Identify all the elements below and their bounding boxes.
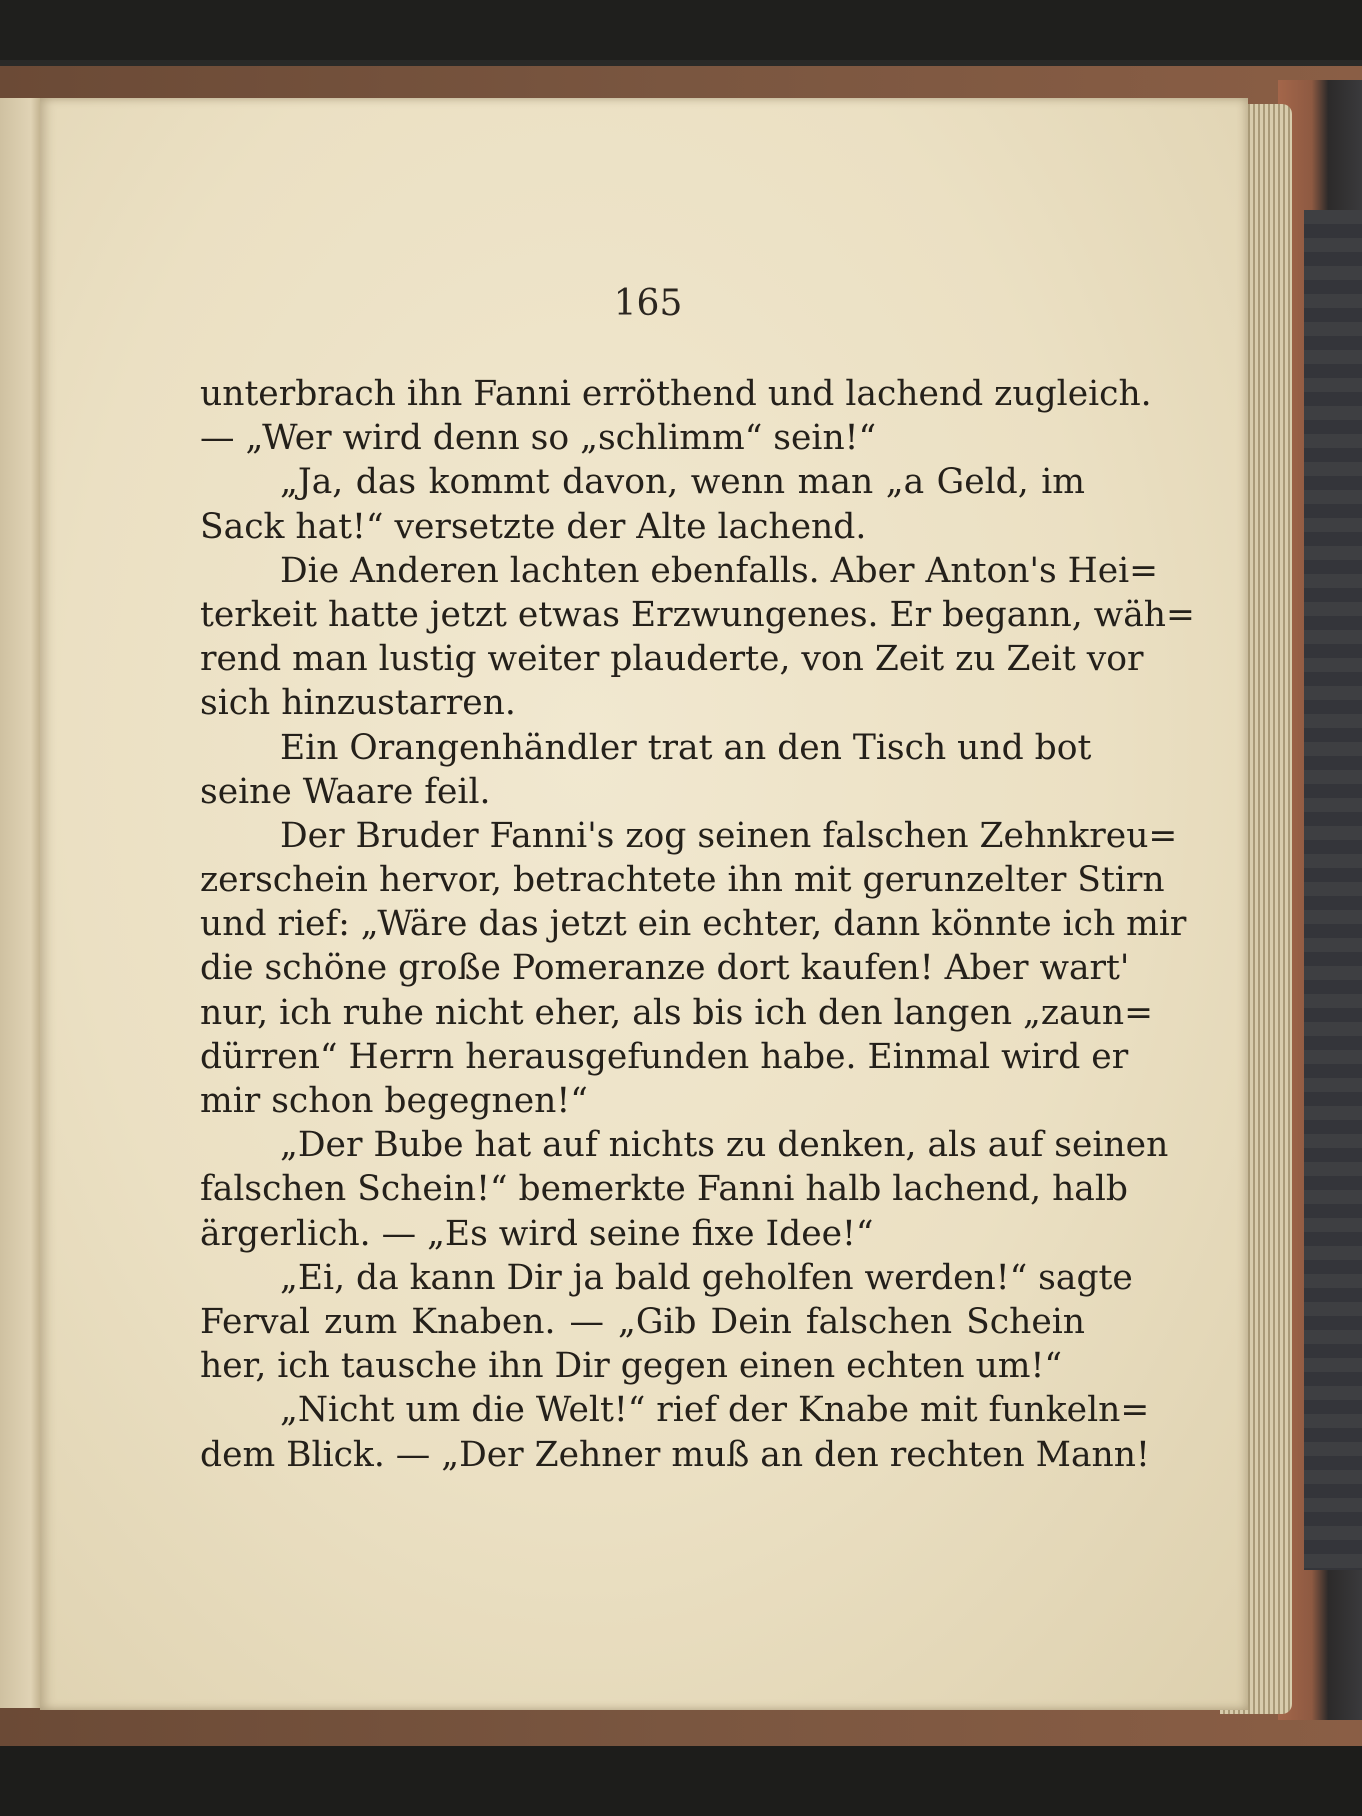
scan-background-bottom xyxy=(0,1746,1362,1816)
text-line: Ferval zum Knaben. — „Gib Dein falschen Schein xyxy=(200,1301,1085,1342)
text-line: ärgerlich. — „Es wird seine fixe Idee!“ xyxy=(200,1213,874,1254)
scan-background-top xyxy=(0,0,1362,60)
text-line: dem Blick. — „Der Zehner muß an den rechten Mann! xyxy=(200,1434,1150,1475)
text-line: Die Anderen lachten ebenfalls. Aber Anton's Hei= xyxy=(280,550,1159,591)
text-line: terkeit hatte jetzt etwas Erzwungenes. Er begann, wäh= xyxy=(200,594,1195,635)
text-line: nur, ich ruhe nicht eher, als bis ich den langen „zaun= xyxy=(200,992,1154,1033)
text-line: „Der Bube hat auf nichts zu denken, als auf seinen xyxy=(280,1125,1169,1166)
text-line: unterbrach ihn Fanni erröthend und lachend zugleich. xyxy=(200,374,1152,414)
text-line: — „Wer wird denn so „schlimm“ sein!“ xyxy=(200,418,877,459)
text-line: her, ich tausche ihn Dir gegen einen echten um!“ xyxy=(200,1346,1063,1387)
facing-page-edge xyxy=(0,98,44,1708)
text-line: sich hinzustarren. xyxy=(200,683,516,724)
page-text xyxy=(200,372,1195,1477)
text-line: falschen Schein!“ bemerkte Fanni halb lachend, halb xyxy=(200,1169,1128,1210)
text-line: „Nicht um die Welt!“ rief der Knabe mit funkeln= xyxy=(280,1390,1150,1431)
text-line: Der Bruder Fanni's zog seinen falschen Zehnkreu= xyxy=(280,815,1178,856)
text-line: und rief: „Wäre das jetzt ein echter, dann könnte ich mir xyxy=(200,904,1187,945)
text-line: rend man lustig weiter plauderte, von Zeit zu Zeit vor xyxy=(200,639,1144,680)
text-line: Sack hat!“ versetzte der Alte lachend. xyxy=(200,506,867,547)
page-number: 165 xyxy=(613,283,683,324)
text-line: Ein Orangenhändler trat an den Tisch und bot xyxy=(280,727,1092,768)
text-line: dürren“ Herrn herausgefunden habe. Einmal wird er xyxy=(200,1036,1129,1077)
text-line: „Ja, das kommt davon, wenn man „a Geld, im xyxy=(280,462,1085,503)
book-spine-cloth xyxy=(1304,210,1362,1570)
text-line: seine Waare feil. xyxy=(200,771,491,812)
text-line: die schöne große Pomeranze dort kaufen! Aber wart' xyxy=(200,948,1130,989)
text-line: „Ei, da kann Dir ja bald geholfen werden!“ sagte xyxy=(280,1257,1133,1298)
text-line: zerschein hervor, betrachtete ihn mit gerunzelter Stirn xyxy=(200,860,1165,901)
text-line: mir schon begegnen!“ xyxy=(200,1081,588,1121)
